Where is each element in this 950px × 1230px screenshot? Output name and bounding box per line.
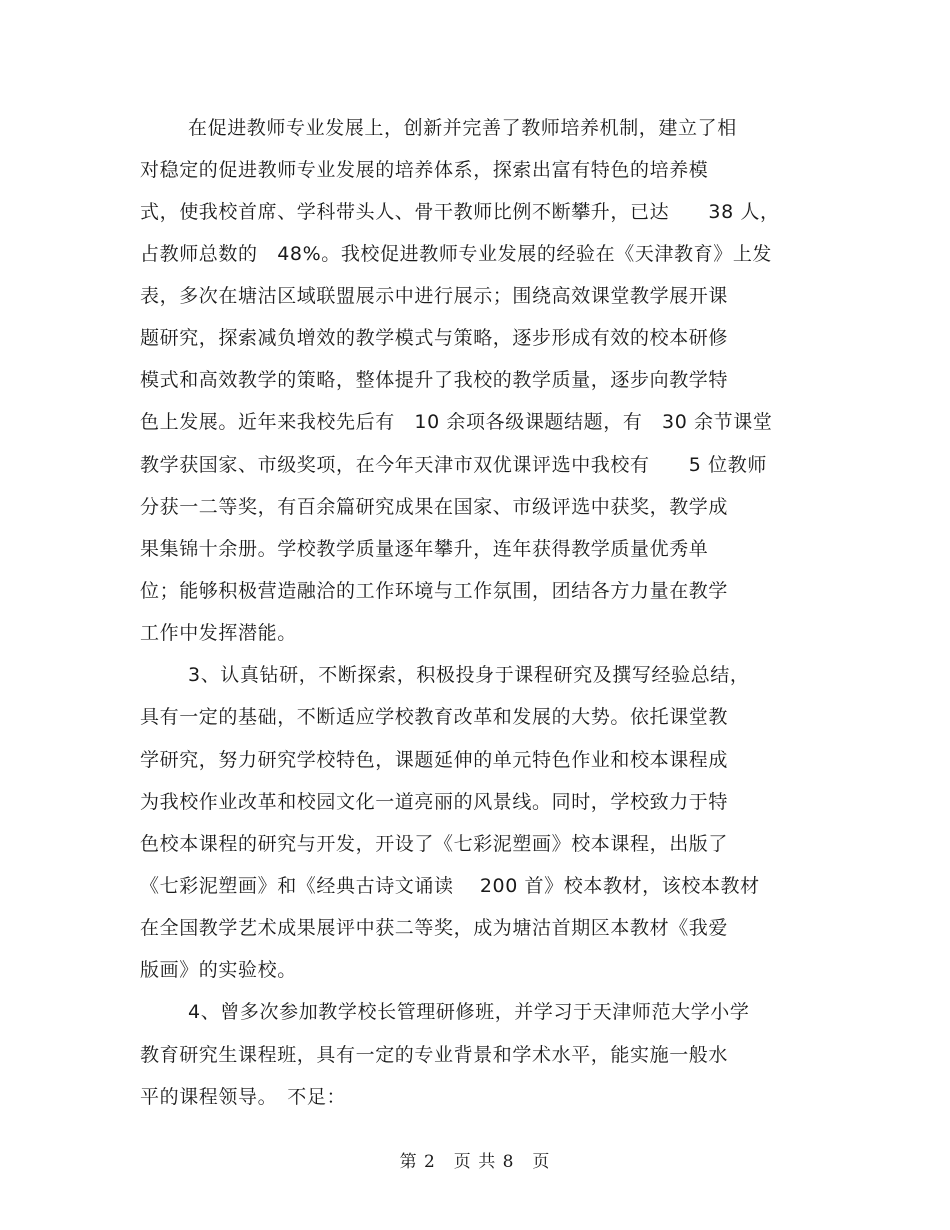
text-line: 题研究，探索减负增效的教学模式与策略，逐步形成有效的校本研修: [140, 327, 729, 349]
text-line: 在全国教学艺术成果展评中获二等奖，成为塘沽首期区本教材《我爱: [140, 917, 729, 939]
text-line: 分获一二等奖，有百余篇研究成果在国家、市级评选中获奖，教学成: [140, 496, 729, 518]
text-line: 《七彩泥塑画》和《经典古诗文诵读 200 首》校本教材，该校本教材: [140, 875, 760, 897]
text-line: 色校本课程的研究与开发，开设了《七彩泥塑画》校本课程，出版了: [140, 833, 729, 855]
text-line: 教育研究生课程班，具有一定的专业背景和学术水平，能实施一般水: [140, 1044, 729, 1066]
text-line: 对稳定的促进教师专业发展的培养体系，探索出富有特色的培养模: [140, 159, 709, 181]
text-line: 4、曾多次参加教学校长管理研修班，并学习于天津师范大学小学: [188, 1001, 750, 1023]
text-line: 工作中发挥潜能。: [140, 622, 297, 644]
text-line: 学研究，努力研究学校特色，课题延伸的单元特色作业和校本课程成: [140, 749, 729, 771]
text-line: 具有一定的基础，不断适应学校教育改革和发展的大势。依托课堂教: [140, 706, 729, 728]
text-line: 式，使我校首席、学科带头人、骨干教师比例不断攀升，已达 38 人，: [140, 201, 780, 223]
text-line: 位；能够积极营造融洽的工作环境与工作氛围，团结各方力量在教学: [140, 580, 729, 602]
text-line: 占教师总数的 48%。我校促进教师专业发展的经验在《天津教育》上发: [140, 243, 773, 265]
text-line: 版画》的实验校。: [140, 959, 297, 981]
text-line: 果集锦十余册。学校教学质量逐年攀升，连年获得教学质量优秀单: [140, 538, 709, 560]
text-line: 模式和高效教学的策略，整体提升了我校的教学质量，逐步向教学特: [140, 369, 729, 391]
text-line: 3、认真钻研，不断探索，积极投身于课程研究及撰写经验总结，: [188, 664, 750, 686]
text-line: 平的课程领导。 不足：: [140, 1086, 347, 1108]
text-line: 教学获国家、市级奖项，在今年天津市双优课评选中我校有 5 位教师: [140, 454, 767, 476]
page-number-footer: 第 2 页 共 8 页: [399, 1152, 551, 1172]
text-line: 为我校作业改革和校园文化一道亮丽的风景线。同时，学校致力于特: [140, 791, 729, 813]
text-line: 在促进教师专业发展上，创新并完善了教师培养机制，建立了相: [188, 117, 737, 139]
text-line: 色上发展。近年来我校先后有 10 余项各级课题结题，有 30 余节课堂: [140, 411, 773, 433]
text-line: 表，多次在塘沽区域联盟展示中进行展示；围绕高效课堂教学展开课: [140, 285, 729, 307]
